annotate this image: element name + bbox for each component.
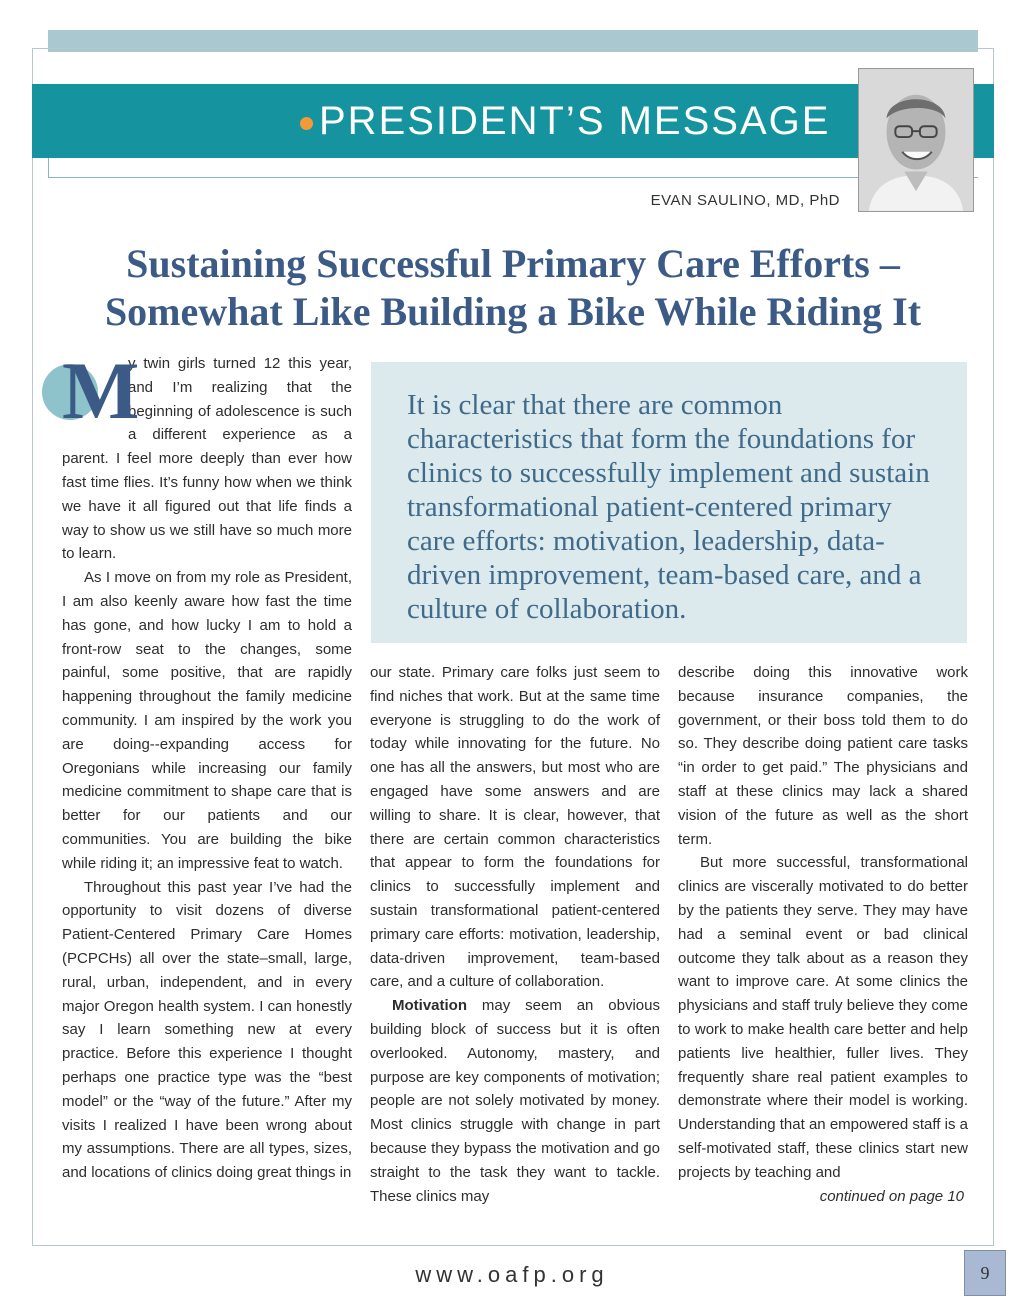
paragraph: As I move on from my role as President, I am also keenly aware how fast the time has gone, and how lucky I am to hold a front-row seat to the changes, some painful, some positive, that are rapidly happening throughout the family medicine community. I am inspired by the work you are doing--expanding access for Oregonians while increasing our family medicine commitment to shape care that is better for our patients and our communities. You are building the bike while riding it; an impressive feat to watch. xyxy=(62,569,352,872)
column-2 xyxy=(370,661,660,1208)
pull-quote: It is clear that there are common characteristics that form the foundations for clinics to successfully implement and sustain transformational patient-centered primary care efforts: motivation, leadership, data-driven improvement, team-based care, and a culture of collaboration. xyxy=(371,362,967,643)
bullet-dot-icon xyxy=(300,117,313,130)
column-3 xyxy=(678,661,968,1208)
paragraph: But more successful, transformational clinics are viscerally motivated to do better by the patients they serve. They may have had a seminal event or bad clinical outcome they talk about as a reason they want to improve care. At some clinics the physicians and staff truly believe they come to work to make health care better and help patients live healthier, fuller lives. They frequently share real patient examples to demonstrate where their model is working. Understanding that an empowered staff is a self-motivated staff, these clinics start new projects by teaching and xyxy=(678,854,968,1181)
continued-note: continued on page 10 xyxy=(819,1187,964,1205)
author-photo xyxy=(858,68,974,212)
paragraph: describe doing this innovative work because insurance companies, the government, or their boss told them to do so. They describe doing patient care tasks “in order to get paid.” The physicians and staff at these clinics may lack a shared vision of the future as well as the short term. xyxy=(678,664,968,848)
drop-cap-letter: M xyxy=(62,345,140,436)
bold-term-motivation: Motivation xyxy=(392,997,467,1015)
paragraph xyxy=(370,994,660,1208)
column-1 xyxy=(62,345,352,1185)
section-title-text: PRESIDENT’S MESSAGE xyxy=(319,98,831,143)
headline-line-1: Sustaining Successful Primary Care Efforts – xyxy=(126,241,900,286)
banner-underline xyxy=(48,158,978,178)
author-byline: EVAN SAULINO, MD, PhD xyxy=(650,192,840,209)
section-title xyxy=(300,94,830,148)
drop-cap xyxy=(62,345,140,436)
page-number: 9 xyxy=(964,1250,1006,1296)
paragraph: Throughout this past year I’ve had the opportunity to visit dozens of diverse Patient-Centered Primary Care Homes (PCPCHs) all over the state–small, large, rural, urban, independent, and in every major Oregon health system. I can honestly say I learn something new at every practice. Before this experience I thought perhaps one practice type was the “best model” or the “way of the future.” After my visits I realized I have been wrong about my assumptions. There are all types, sizes, and locations of clinics doing great things in xyxy=(62,878,352,1182)
article-headline xyxy=(32,240,994,336)
paragraph: y twin girls turned 12 this year, and I’m realizing that the beginning of adolescence is such a different experience as a parent. I feel more deeply than ever how fast time flies. It’s funny how when we think we have it all figured out that life finds a way to show us we still have so much more to learn. xyxy=(62,355,352,563)
paragraph: our state. Primary care folks just seem to find niches that work. But at the same time everyone is struggling to do the work of today while innovating for the future. No one has all the answers, but most who are engaged have some answers and are willing to share. It is clear, however, that there are certain common characteristics that appear to form the foundations for clinics to successfully implement and sustain transformational patient-centered primary care efforts: motivation, leadership, data-driven improvement, team-based care, and a culture of collaboration. xyxy=(370,664,660,991)
paragraph-text: may seem an obvious building block of success but it is often overlooked. Autonomy, mastery, and purpose are key components of motivation; people are not solely motivated by money. Most clinics struggle with change in part because they bypass the motivation and go straight to the task they want to tackle. These clinics may xyxy=(370,997,660,1205)
footer-url: www.oafp.org xyxy=(415,1262,609,1287)
headline-line-2: Somewhat Like Building a Bike While Riding It xyxy=(104,289,922,334)
